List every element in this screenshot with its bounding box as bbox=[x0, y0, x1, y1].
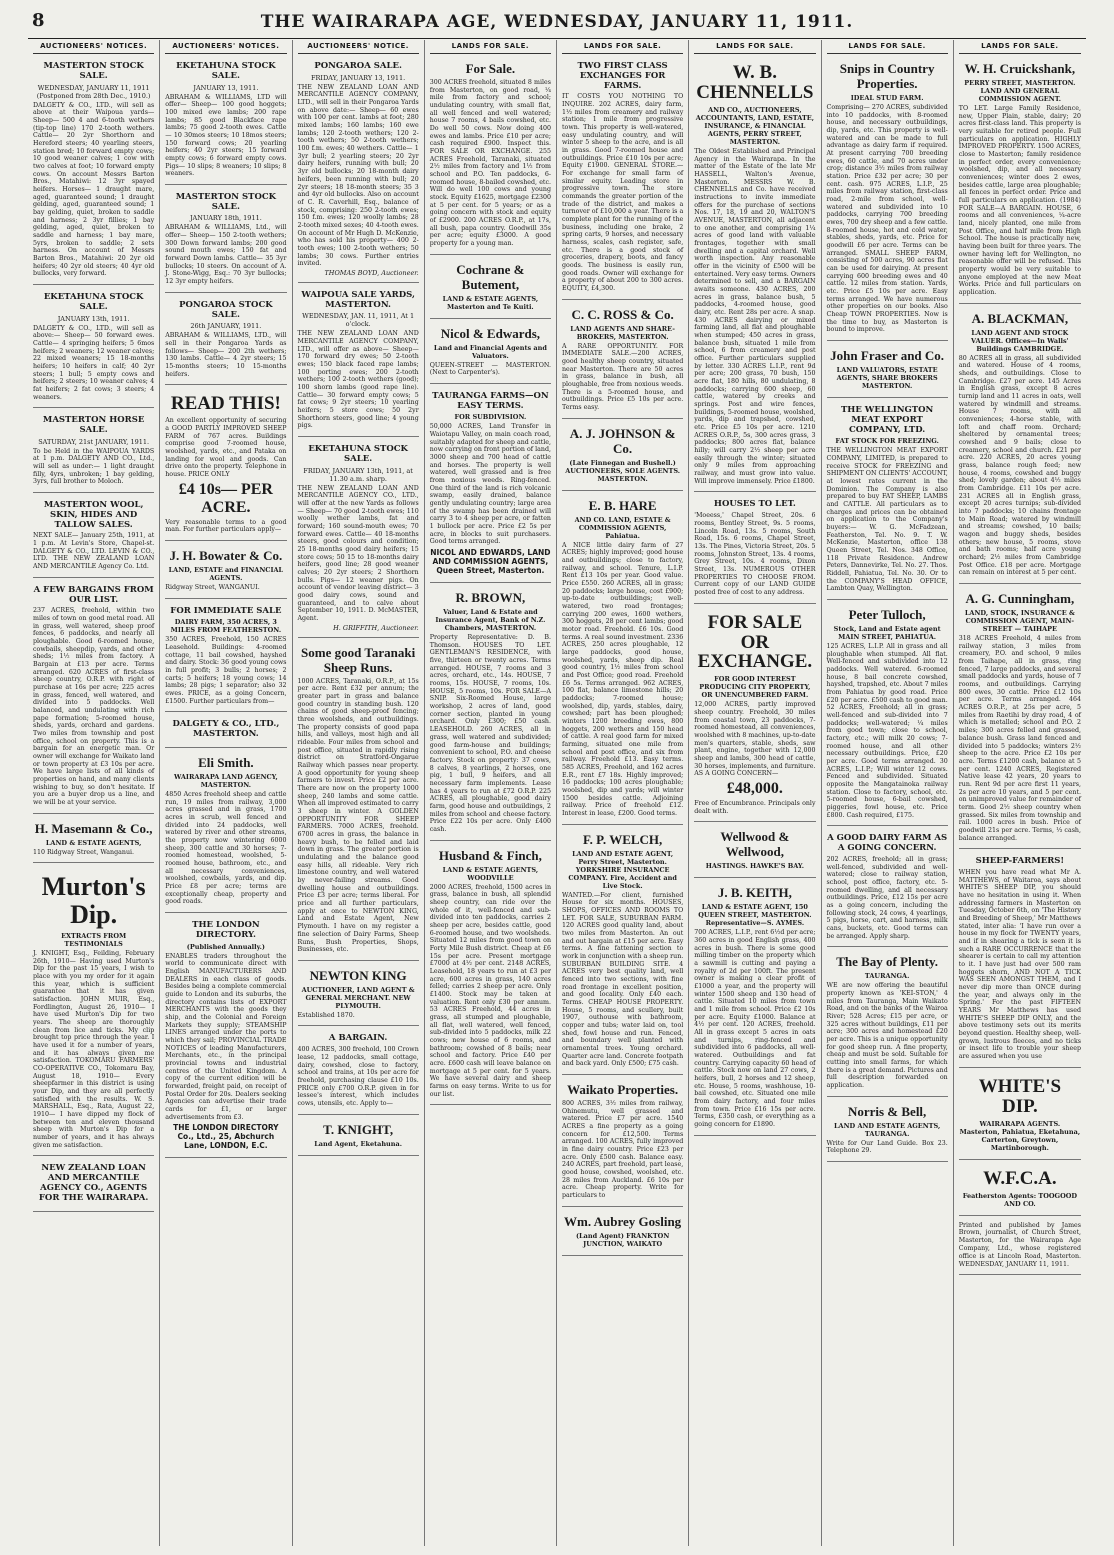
ad-body: Write for Our Land Guide. Box 23. Telephone 29. bbox=[826, 1139, 948, 1155]
column-header: AUCTIONEERS' NOTICES. bbox=[165, 40, 286, 54]
ad-body: A NICE little dairy farm of 27 ACRES; highly improved; good house and outbuildings; close to factory, railway, and school. Tenure, L.I.P. Rent £13 10s per year. Good value. Price £550. 260 ACRES, all in grass; 20 paddocks; large house, cost £900; up-to-date outbuildings; well-watered, two road frontages; carrying 200 ewes, 1600 wethers, 300 hoggets, 28 per cent lambs; good motor road. Freehold. £6 10s. Good terms. A real sound investment. 2336 ACRES, 250 acres ploughable, 12 large paddocks, good house, woolshed, yards, sheep dip. Real good country, 1½ miles from school and Post Office; good road. Freehold £6 5s. Terms arranged. 962 ACRES, 100 flat, balance limestone hills; 20 paddocks; 7-roomed house; woolshed, dip, yards, stables, dairy, cowshed; part has been ploughed; winters 1200 breeding ewes, 800 hoggets, 200 wethers and 150 head of cattle. A real good farm for mixed farming, situated one mile from school and post office, and six from railway. Freehold £13. Easy terms. 585 ACRES, Freehold, and 162 acres E.R., rent £7 18s. Highly improved; 16 paddocks; 100 acres ploughable; woolshed, dip and yards; will winter 1500 besides cattle. Adjoining railway. Price of freehold £12. Interest in lease, £200. Good terms. bbox=[562, 541, 684, 818]
ad-subtitle: Featherston Agents: TOOGOOD AND CO. bbox=[962, 1191, 1078, 1208]
ad-body: THE NEW ZEALAND LOAN AND MERCANTILE AGENCY COMPANY, LTD., will sell in their Pongaroa Yards on above date:— Sheep— 60 ewes with 100 per cent. lambs at foot; 280 mixed lambs; 160 lambs; 160 ewe lambs; 120 2-tooth wethers; 120 2-tooth wethers; 50 2-tooth wethers; 100 f.m. ewes; 40 wethers. Cattle— 1 3yr bull; 2 yearling steers; 20 2yr dairy heifers, running with bull; 20 3yr old bullocks; 20 18-month dairy heifers, been running with bull; 20 2yr steers; 18 18-month steers; 35 3 and 4yr old bullocks. Also on account of C. R. Caverhill, Esq., balance of stock, comprising: 250 2-tooth ewes; 150 f.m. ewes; 120 woolly lambs; 28 2-tooth mixed sexes; 40 4-tooth ewes. On account of Mr Hugh D. McKenzie, who has sold his property— 400 2-tooth ewes; 100 2-tooth wethers; 50 lambs; 30 cows. Further entries invited. bbox=[297, 83, 419, 268]
publisher-imprint: Printed and published by James Brown, journalist, of Church Street, Masterton, for the Wairarapa Age Company, Ltd., whose registered office is at Lincoln Road, Masterton. WEDNESDAY, JANUARY 11, 1911. bbox=[958, 1221, 1081, 1268]
ad-body: ABRAHAM & WILLIAMS, LTD will offer— Sheep— 100 good hoggets; 100 mixed ewe lambs; 200 rape lambs; 85 good Blackface rape lambs; 75 good 2-tooth ewes. Cattle— 10 30mos steers; 10 18mos steers; 150 forward cows; 20 yearling heifers; 40 2yr steers; 15 forward empty cows; 6 forward empty cows. Pigs— 10 slips; 8 weaners; 10 slips; 8 weaners. bbox=[165, 93, 287, 178]
ad-title: Husband & Finch, bbox=[438, 847, 542, 863]
advertisement bbox=[298, 1030, 419, 1114]
advertisement bbox=[33, 58, 154, 285]
ad-date: FRIDAY, JANUARY 13th, 1911, at 11.30 a.m. sharp. bbox=[303, 466, 413, 483]
ad-body: 350 ACRES, Freehold, 150 ACRES Leasehold. Buildings: 4-roomed cottage, 11 bail cowshed, hayshed and dairy. Stock: 36 good young cows in full profit; 3 bulls; 2 horses; 2 carts; 5 heifers; 18 young cows; 14 lambs; 28 pigs; 1 separator; also 32 ewes. PRICE, as a going Concern, £1500. Further particulars from— bbox=[165, 636, 287, 705]
ad-subtitle: FOR GOOD INTEREST PRODUCING CITY PROPERTY, OR UNENCUMBERED FARM. bbox=[699, 675, 811, 700]
column-header: LANDS FOR SALE. bbox=[959, 40, 1081, 54]
advertisement bbox=[827, 1101, 948, 1162]
ad-body: ABRAHAM & WILLIAMS, LTD., will sell in their Pongaroa Yards as follows— Sheep— 200 2th wethers; 130 lambs. Cattle— 4 2yr steers; 15 15-months steers; 10 15-months heifers. bbox=[165, 332, 287, 378]
ad-title: FOR SALE OR EXCHANGE. bbox=[697, 611, 813, 673]
advertisement bbox=[430, 388, 551, 583]
advertisement bbox=[33, 1160, 154, 1211]
ad-body: Comprising— 270 ACRES, subdivided into 10 paddocks, with 8-roomed house, and necessary outbuildings, dip, yards, etc. This property is well-watered and can be made to full advantage as dairy farm if required. At present carrying 700 breeding ewes, 60 cattle, and 70 acres under crop; distance 3½ miles from railway station. Price £32 per acre; 30 per cent. cash. 975 ACRES, L.I.P., 25 miles from railway station, first-class road, 2-mile from school, well-watered and subdivided into 10 paddocks, carrying 700 breeding ewes, 700 dry sheep and a few cattle. 8-roomed house, hot and cold water, stables, sheds, yards, etc. Price for goodwill £6 per acre. Terms can be arranged. SMALL SHEEP FARM, consisting of 500 acres, 90 acres flat can be used for dairying. At present carrying 600 breeding ewes and 40 cattle. 12 miles from station. Yards, etc. Price £5 10s per acre. Easy terms arranged. We have numerous other properties on our books. Also Cheap TOWN PROPERTIES. Now is the time to buy, as Masterton is bound to improve. bbox=[826, 103, 948, 334]
ad-subtitle: LAND VALUATORS, ESTATE AGENTS, SHARE BROKERS MASTERTON. bbox=[836, 365, 938, 390]
ad-body: 4850 Acres freehold sheep and cattle run, 19 miles from railway, 3,000 acres grassed and in grass, 1700 acres in scrub, well fenced and divided into 24 paddocks, well watered by river and other streams, the property now wintering 6000 sheep, 300 cattle and 30 horses; 7-roomed homestead, woolshed, 5-roomed house, bathroom, etc., and all necessary conveniences, woolshed, cowbails, yards, and dip. Price £8 per acre; terms are exceptionally cheap, property and good roads. bbox=[165, 790, 287, 906]
ad-title: SHEEP-FARMERS! bbox=[975, 856, 1065, 867]
advertisement bbox=[165, 603, 286, 713]
advertisement bbox=[33, 289, 154, 408]
ad-body: 202 ACRES, freehold; all in grass; well-fenced, subdivided and well-watered; close to railway station, school, post office, factory, etc. 5-roomed dwelling, and all necessary outbuildings. Price, £12 15s per acre as a going concern, including the following stock, 24 cows, 4 yearlings, 5 pigs, horse, cart, and harness, milk cans, buckets, etc. Good terms can be arranged. Apply sharp. bbox=[826, 855, 948, 940]
ad-footer: THE LONDON DIRECTORY Co., Ltd., 25, Abchurch Lane, LONDON, E.C. bbox=[173, 1123, 279, 1151]
advertisement bbox=[827, 604, 948, 826]
advertisement bbox=[694, 882, 815, 1135]
ad-subtitle: IDEAL STUD FARM. bbox=[850, 93, 924, 102]
ad-extra: Free of Encumbrance. Principals only dealt with. bbox=[694, 800, 816, 815]
advertisement bbox=[33, 818, 154, 864]
ad-title: Some good Taranaki Sheep Runs. bbox=[301, 644, 416, 675]
ad-subtitle: AND CO. LAND, ESTATE & COMMISSION AGENTS, Pahiatua. bbox=[574, 515, 671, 540]
advertisement bbox=[562, 1211, 683, 1256]
advertisement bbox=[430, 259, 551, 319]
ad-body: WANTED.—For client, furnished House for six months. HOUSES, SHOPS, OFFICES AND ROOMS TO LET. FOR SALE, SUBURBAN FARM. 120 ACRES good quality land, about two miles from Masterton. An out and out bargain at £15 per acre. Easy terms. A fine fattening section to work in conjunction with a sheep run. SUBURBAN BUILDING SITE. 4 ACRES very best quality land, well fenced into two sections, with fine road frontage in excellent position, and good locality. Only £40 each. Terms. CHEAP HOUSE PROPERTY. House, 5 rooms, and scullery, built 1907, outhouse with bathroom, copper and tubs; water laid on, tool shed, fowl house and run. Fenced, and boundary well planted with ornamental trees. Young orchard. Quarter acre land. Concrete footpath and back yard. Only £500; £75 cash. bbox=[562, 891, 684, 1068]
advertisement bbox=[959, 853, 1081, 1068]
ad-title: A GOOD DAIRY FARM AS A GOING CONCERN. bbox=[827, 833, 948, 854]
advertisement bbox=[165, 297, 286, 386]
ad-body: J. KNIGHT, Esq., Feilding, February 26th, 1910— Having used Murton's Dip for the past 15 years, I wish to place with you my order for it again this year, which is sufficient guarantee that it has given satisfaction. JOHN MUIR, Esq., Fordlington, August 26, 1910— I have used Murton's Dip for two years. The sheep are thoroughly clean from lice and ticks. My clip brought top price through the year. I have used it for a number of years, and it has always given me satisfaction. TOKOMARU FARMERS' CO-OPERATIVE CO., Tokomaru Bay, August 18, 1910— Every sheepfarmer in this district is using your Dip, and they are all perfectly satisfied with the results. W. S. MARSHALL, Esq., Rata, August 22, 1910— I have dipped my flock of between ten and eleven thousand sheep with Murton's Dip for a number of years, and it has always given me satisfaction. bbox=[33, 949, 155, 1149]
column-6 bbox=[689, 40, 821, 1546]
ad-date: WEDNESDAY, JAN. 11, 1911, At 1 o'clock. bbox=[302, 312, 415, 329]
ad-title: E. B. HARE bbox=[588, 497, 657, 513]
ad-title: NEWTON KING bbox=[309, 967, 407, 983]
ad-title: W. H. Cruickshank, bbox=[964, 61, 1076, 76]
column-7 bbox=[822, 40, 954, 1546]
advertisement bbox=[959, 1072, 1081, 1160]
ad-date: SATURDAY, 21st JANUARY, 1911. bbox=[38, 437, 150, 446]
ad-title: THE WELLINGTON MEAT EXPORT COMPANY, LTD. bbox=[840, 404, 934, 435]
ad-extra: Very reasonable terms to a good man. For further particulars apply— bbox=[165, 518, 287, 534]
ad-title: PONGAROA SALE. bbox=[314, 61, 402, 71]
advertisement bbox=[165, 716, 286, 748]
column-header: LANDS FOR SALE. bbox=[562, 40, 683, 54]
advertisement bbox=[165, 752, 286, 913]
ad-subtitle: FAT STOCK FOR FREEZING. bbox=[835, 437, 939, 446]
ad-title: MASTERTON HORSE SALE. bbox=[42, 415, 145, 435]
ad-subtitle: Valuer, Land & Estate and Insurance Agent, Bank of N.Z. Chambers, MASTERTON. bbox=[435, 608, 546, 633]
ad-body: WE are now offering the beautiful property known as 'KEI-STON,' 4 miles from Tauranga, Main Waikato Road, and on the banks of the Wairoa River; 528 Acres; £15 per acre, or 325 acres without buildings, £11 per acre; 300 acres and homestead £20 per acre. This is a unique opportunity for good sheep run. A fine property, cheap and must be sold. Suitable for cutting into small farms, for which there is a great demand. Pictures and full description forwarded on application. bbox=[826, 982, 948, 1090]
ad-title: T. KNIGHT, bbox=[323, 1121, 394, 1137]
ad-subtitle: EXTRACTS FROM TESTIMONIALS bbox=[61, 931, 127, 948]
ad-body: 300 ACRES freehold, situated 8 miles from Masterton, on good road, ¼ mile from factory and school; undulating country, with small flat, all well fenced and well watered; house 7 rooms, 4 bails cowshed, etc. Do well 50 cows. Now doing 400 ewes and lambs. Price £10 per acre; cash required £900. Inspect this. FOR SALE OR EXCHANGE. 255 ACRES Freehold, Taranaki, situated 2½ miles from factory and 1½ from school and P.O. Ten paddocks, 6-roomed house, 8-bailed cowshed, etc. Will do well 100 cows and young stock. Equity £1625, mortgage £2300 at 5 per cent. for 5 years; or as a going concern with stock and equity of £2900. 200 ACRES O.R.P., at 17s, all bush, papa country. Goodwill 35s per acre; equity £3000. A good property for a young man. bbox=[429, 78, 551, 248]
ad-date: WEDNESDAY, JANUARY 11, 1911 (Postponed from 28th Dec., 1910.) bbox=[36, 83, 151, 100]
ad-body: THE WELLINGTON MEAT EXPORT COMPANY, LIMITED, is prepared to receive STOCK for FREEZING and SHIPMENT ON CLIENTS' ACCOUNT, at lowest rates current in the Dominion. The Company is also prepared to buy FAT SHEEP, LAMBS and CATTLE. All particulars as to charges and prices can be obtained on application to the Company's buyers:— W. G. McFadzean, Featherston, Tel. No. 9. T. W. McKenzie, Masterton, office 138 Queen Street, Tel. Nos. 348 Office, 118 Private Residence. Andrew Peters, Dannevirke, Tel. No. 27. Thos. Riddell, Pahiatua, Tel. No. 30. Or to the COMPANY'S HEAD OFFICE, Lambton Quay, Wellington. bbox=[826, 447, 948, 593]
column-header: LANDS FOR SALE. bbox=[827, 40, 948, 54]
advertisement bbox=[33, 867, 154, 1156]
ad-footer: NICOL AND EDWARDS, LAND AND COMMISSION AGENTS, Queen Street, Masterton. bbox=[430, 548, 551, 576]
ad-title: Waikato Properties. bbox=[567, 1082, 679, 1098]
ad-title: R. BROWN, bbox=[455, 590, 526, 606]
ad-title: THE LONDON DIRECTORY. bbox=[192, 920, 260, 940]
ad-body: THE NEW ZEALAND LOAN AND MERCANTILE AGENCY COMPANY, LTD., will offer as above— Sheep— 170 forward dry ewes; 50 2-tooth ewes; 150 black faced rape lambs; 100 porting ewes; 200 2-tooth wethers; 100 2-tooth wethers (good); 100 shorn lambs (good rape line). Cattle— 30 forward empty cows; 5 fat cows; 9 2yr steers; 10 yearling heifers; 5 store cows; 50 2yr Shorthorn steers, good line; 4 young pigs. bbox=[297, 330, 419, 430]
advertisement bbox=[827, 345, 948, 398]
ad-date: JANUARY 13th, 1911. bbox=[57, 314, 130, 323]
ad-title: The Bay of Plenty. bbox=[836, 954, 939, 970]
advertisement bbox=[298, 58, 419, 283]
ad-body: TO LET. Large Family Residence, new, Upper Plain, stable, dairy; 20 acres first-class land. This property is very suitable for retired people. Full particulars on application. HIGHLY IMPROVED PROPERTY. 1500 ACRES, close to Masterton; family residence in perfect order, every convenience; woolshed, dip, and all necessary conveniences; winter does 2 ewes, besides cattle, large area ploughable; all fences in perfect order. Price and full particulars on application. (1984) FOR SALE—A BARGAIN. HOUSE, 6 rooms and all conveniences, ¼-acre land, nicely planted, one mile from Post Office, and half mile from High School. The house is practically new, having been built for three years. The owner having left for Wellington, no reasonable offer will be refused. This property would be very suitable to anyone employed at the new Meat Works. Price and full particulars on application. bbox=[958, 104, 1081, 297]
ad-title: MASTERTON STOCK SALE. bbox=[175, 191, 277, 212]
ad-body: ENABLES traders throughout the world to communicate direct with English MANUFACTURERS AND DEALERS in each class of goods. Besides being a complete commercial guide to London and its suburbs, the directory contains lists of EXPORT MERCHANTS with the goods they ship, and the Colonial and Foreign Markets they supply; STEAMSHIP LINES arranged under the ports to which they sail; PROVINCIAL TRADE NOTICES of leading Manufacturers, Merchants, etc., in the principal provincial towns and industrial centres of the United Kingdom. A copy of the current edition will be forwarded, freight paid, on receipt of Postal Order for 20s. Dealers seeking Agencies can advertise their trade cards for £1, or larger advertisements from £3. bbox=[165, 952, 287, 1121]
ad-subtitle: (Late Finnegan and Bushell.) AUCTIONEERS, SOLE AGENTS. MASTERTON. bbox=[565, 458, 681, 483]
ad-title: Wellwood & Wellwood, bbox=[720, 829, 790, 860]
ad-title: DALGETY & CO., LTD., MASTERTON. bbox=[172, 719, 280, 740]
ad-subtitle: AUCTIONEER, LAND AGENT & GENERAL MERCHANT. NEW PLYMOUTH. bbox=[301, 985, 415, 1010]
advertisement bbox=[430, 587, 551, 840]
ad-date: JANUARY 13, 1911. bbox=[193, 83, 259, 92]
columns-container bbox=[28, 40, 1086, 1546]
advertisement bbox=[298, 965, 419, 1027]
ad-body: 80 ACRES all in grass, all subdivided and watered. House of 4 rooms, sheds, and outbuildings. Close to Cambridge. £27 per acre. 145 Acres in English grass, except 8 acres turnip land and 11 acres in oats, well watered by windmill and streams. House 7 rooms, with all conveniences; 4-horse stable, with loft and chaff room. Orchard; sheltered by ornamental trees; cowshed and 9 bails; close to creamery, school and church. £21 per acre. 220 ACRES, 20 acres young grass, balance rough feed; new house, 4 rooms, cowshed and buggy shed; lovely garden; about 4½ miles from Cambridge. £11 10s per acre. 231 ACRES all in English grass, except 20 acres turnips; sub-divided into 7 paddocks; 10 chains frontage to Main Road; watered by windmill and streams; cowshed, 10 bails; wagon and buggy sheds, besides others; new house, 5 rooms, stove and bath rooms; half acre young orchard; 2½ miles from Cambridge Post Office. £18 per acre. Mortgage can remain on interest at 5 per cent. bbox=[958, 354, 1081, 577]
ad-subtitle: AND CO., AUCTIONEERS, ACCOUNTANTS, LAND, ESTATE, INSURANCE, & FINANCIAL AGENTS, PERRY STREET, MASTERTON. bbox=[695, 105, 815, 146]
advertisement bbox=[33, 412, 154, 493]
ad-date: JANUARY 18th, 1911. bbox=[189, 214, 262, 223]
ad-subtitle: LAND & ESTATE AGENTS, Masterton and Te Kuiti. bbox=[442, 294, 539, 311]
column-header: AUCTIONEERS' NOTICE. bbox=[298, 40, 419, 54]
ad-subtitle: Stock, Land and Estate agent MAIN STREET, PAHIATUA. bbox=[833, 624, 941, 641]
ad-title: H. Masemann & Co., bbox=[34, 820, 153, 836]
advertisement bbox=[165, 917, 286, 1158]
ad-title: For Sale. bbox=[465, 61, 516, 76]
ad-title: Peter Tulloch, bbox=[848, 607, 926, 623]
advertisement bbox=[165, 58, 286, 185]
ad-body: WHEN you have read what Mr A. MATTHEWS, of Waitaroa, says about WHITE'S SHEEP DIP, you should have no hesitation in using it. When addressing farmers in Masterton on Tuesday, October 6th, on 'The History and Breeding of Sheep,' Mr Matthews stated, inter alia: 'I have run over a house in my flock for TWENTY years, and if in shearing a tick is seen it is such a RARE OCCURRENCE that the shearer is certain to call my attention to it. I have just had over 500 ram hoggets shorn, AND NOT A TICK WAS SEEN AMONGST THEM, and I never dip more than ONCE during the year, and always only in the Spring.' For the past FIFTEEN YEARS Mr Matthews has used WHITE'S SHEEP DIP ONLY, and the above testimony sets out its merits beyond question. Healthy sheep, well-grown, lustrous fleeces, and no ticks or insect life to trouble your sheep are assured when you use bbox=[958, 869, 1081, 1061]
ad-subtitle: LAND AGENTS AND SHARE-BROKERS, MASTERTON. bbox=[570, 324, 675, 341]
ad-title: Norris & Bell, bbox=[847, 1103, 927, 1119]
ad-body: Property Representative: D. B. Thomson. HOUSES TO LET. GENTLEMAN'S RESIDENCE, with five, thirteen or twenty acres. Terms arranged. HOUSE, 7 rooms and 3 acres, orchard, etc., 14s. HOUSE, 7 rooms, 15s. HOUSE, 7 rooms, 10s. HOUSE, 5 rooms, 10s. FOR SALE—A SNIP. Six-Roomed House, large workshop, 2 acres of land, good corner section, planted in young orchard. Only £300; £50 cash. LEASEHOLD. 260 ACRES, all in grass, well watered and subdivided; good farm-house and buildings; convenient to school, P.O. and cheese factory. Stock on property: 37 cows, 8 calves, 8 yearlings, 2 horses, one pig, 1 bull, 9 heifers, and all necessary farm implements. Lease has 4 years to run at £72 O.R.P. 225 ACRES, all ploughable, good dairy farm, good house and outbuildings, 2 miles from school and cheese factory. Price £22 10s per acre. Only £400 cash. bbox=[429, 634, 551, 833]
ad-title: John Fraser and Co. bbox=[830, 348, 945, 364]
ad-subtitle: HASTINGS. HAWKE'S BAY. bbox=[705, 862, 804, 871]
ad-subtitle: WAIRARAPA LAND AGENCY, MASTERTON. bbox=[173, 772, 278, 789]
advertisement bbox=[827, 58, 948, 341]
ad-title: A. G. Cunningham, bbox=[965, 591, 1075, 607]
advertisement bbox=[959, 1220, 1081, 1275]
ad-subtitle: WAIRARAPA AGENTS. Masterton, Pahiatua, Eketahuna, Carterton, Greytown, Martinborough. bbox=[959, 1119, 1081, 1152]
ad-subtitle: Land and Financial Agents and Valuators. bbox=[433, 343, 547, 360]
page-number: 8 bbox=[32, 10, 45, 31]
ad-body: The Oldest Established and Principal Agency in the Wairarapa. In the matter of the Estate of the late Mr HASSELL, Walton's Avenue, Masterton. MESSRS W. B. CHENNELLS and Co. have received instructions to invite immediate offers for the purchase of sections Nos. 17, 18, 19 and 20, WALTON'S AVENUE, MASTERTON, all adjacent to one another, and comprising 1¼ acres of good land with valuable frontages, together with small dwelling and a capital orchard. Well worth inspection. Any reasonable offer in the vicinity of £500 will be entertained. Very easy terms. Owners determined to sell, and a BARGAIN awaits someone. 430 ACRES, 200 acres in grass, balance bush, 5 paddocks, 4-roomed house, good dairy, etc. Rent 28s per acre. A snap. 430 ACRES dairying or mixed farming land, all flat and ploughable when stumped; 450 acres in grass, balance bush, situated 1 mile from school, 6 from creamery and post office. Further particulars supplied by letter. 330 ACRES L.I.P., rent 9d per acre; 200 grass, 70 bush, 150 acre flat, 180 hills, 80 undulating, 8 paddocks; carrying 600 sheep, 60 cattle, watered by creeks and springs. Post and wire fences, buildings, 5-roomed house, woolshed, yards, dip and trapshed, cowshed, etc. Price £5 10s per acre. 1210 ACRES O.R.P., 5s, 300 acres grass, 3 paddocks; 800 acres flat, balance hilly; will carry 2½ sheep per acre easily through the winter; situated only 9 miles from approaching railway, and must grow into value. Will improve immensely. Price £1800. bbox=[694, 147, 816, 485]
ad-price: £48,000. bbox=[726, 780, 783, 798]
ad-body: 'Moeess,' Chapel Street, 20s. 6 rooms, Bentley Street, 9s. 5 rooms, Lincoln Road, 13s. 5 rooms, South Road, 15s. 6 rooms, Chapel Street, 13s. The Pines, Victoria Street, 20s. 5 rooms, Johnston Street, 13s. 4 rooms, Grey Street, 10s. 4 rooms, Dixon Street, 13s. NUMEROUS OTHER PROPERTIES TO CHOOSE FROM. Current copy of our LAND GUIDE posted free of cost to any address. bbox=[694, 512, 816, 596]
ad-body: 400 ACRES, 300 freehold, 100 Crown lease, 12 paddocks, small cottage, dairy, cowshed, close to factory, school and trains, at 10s per acre for freehold, purchasing clause £10 10s. PRICE only £700 O.R.P. given in for lessee's interest, which includes cows, utensils, etc. Apply to— bbox=[297, 1046, 419, 1107]
ad-subtitle: LAND AND ESTATE AGENTS, TAURANGA. bbox=[833, 1121, 941, 1138]
ad-title: MASTERTON STOCK SALE. bbox=[43, 61, 144, 81]
advertisement bbox=[694, 58, 815, 492]
ad-body: 1000 ACRES, Taranaki, O.R.P., at 15s per acre. Rent £32 per annum; the greater part in grass and balance good country in standing bush. 120 chains of good sheep-proof fencing; three woolsheds, and outbuildings. The property consists of good papa hills, and valleys, most high and all rideable. Four miles from school and post office, situated in rapidly rising district on Stratford-Ongarue Railway which passes near property. A good opportunity for young sheep farmers to invest. Price £2 per acre. There are now on the property 1000 sheep, 240 lambs and some cattle. When all improved estimated to carry 3 sheep in winter. A GOLDEN OPPORTUNITY FOR SHEEP FARMERS. 7000 ACRES, freehold. 6700 acres in grass, the balance in heavy bush, to be felled and laid down in grass. The greater portion is undulating and the balance good easy hills, all rideable. Very rich limestone country, and well watered by never-failing streams. Good dwelling house and outbuildings. Price £3 per acre; terms liberal. For price and all further particulars, apply at once to NEWTON KING, Land and Estate Agent, New Plymouth. I have on my register a fine selection of Dairy Farms, Sheep Runs, Bush Properties, Shops, Businesses, etc. bbox=[297, 677, 419, 954]
column-2 bbox=[160, 40, 292, 1546]
ad-body: ABRAHAM & WILLIAMS, Ltd., will offer— Sheep— 150 2-tooth wethers; 300 Down forward lambs; 200 good sound mouth ewes; 150 fat and forward Down lambs. Cattle— 35 3yr bullocks; 10 steers. On account of A. J. Stone-Wigg, Esq.: 70 3yr bullocks; 12 3yr empty heifers. bbox=[165, 224, 287, 286]
ad-title: W.F.C.A. bbox=[983, 1167, 1057, 1189]
ad-body: Established 1870. bbox=[297, 1011, 355, 1019]
advertisement bbox=[33, 497, 154, 578]
ad-body: Ridgway Street, WANGANUI. bbox=[165, 583, 260, 591]
masthead bbox=[28, 8, 1086, 39]
advertisement bbox=[562, 58, 683, 300]
advertisement bbox=[165, 545, 286, 599]
ad-title: TWO FIRST CLASS EXCHANGES FOR FARMS. bbox=[577, 61, 668, 91]
ad-subtitle: LAND & ESTATE AGENTS, bbox=[45, 838, 142, 847]
ad-subtitle: (Land Agent) FRANKTON JUNCTION, WAIKATO bbox=[575, 1231, 670, 1248]
ad-body: 12,000 ACRES, partly improved sheep country. Freehold, 30 miles from coastal town, 23 paddocks, 7-roomed homestead, all conveniences, woolshed with 8 machines, up-to-date men's quarters, stable, sheds, saw plant, engine, together with 12,000 sheep and lambs, 300 head of cattle, 30 horses, implements, and furniture. AS A GOING CONCERN— bbox=[694, 701, 816, 778]
ad-body: IT COSTS YOU NOTHING TO INQUIRE. 202 ACRES, dairy farm, 1½ miles from creamery and railway station; 1 mile from progressive town. This property is well-watered, easy undulating country, and will winter 5 sheep to the acre, and is all in grass. Good 7-roomed house and outbuildings. Price £10 10s per acre; Equity £1900. GENERAL STORE.—For exchange for small farm of similar equity. Leading store in progressive town. The store commands the greater portion of the trade of the district, and makes a turnover of £10,000 a year. There is a complete plant for the running of the business, including one brake, 2 spring carts, 9 horses, and necessary harness, scales, cash register, safe, etc. There is a good stock of groceries, drapery, boots, and fancy goods. The business is easily run, good roads. Owner will exchange for a property of about 200 to 300 acres. EQUITY, £4,300. bbox=[562, 93, 684, 293]
ad-body: DALGETY & CO., LTD., will sell as above at their Waipoua yards— Sheep— 500 4 and 6-tooth wethers (tip-top line) 170 2-tooth wethers. Cattle— 20 2yr Shorthorn and Hereford steers; 40 yearling steers, station bred; 10 forward empty cows; 10 good weaner calves; 1 cow with two calves at foot; 10 forward empty cows. On account Messrs Barton Bros., Matahiwi: 12 3yr spayed heifers. Horses— 1 draught mare, aged, guaranteed sound; 1 draught gelding, aged, guaranteed sound; 1 bay gelding, quiet, broken to saddle and harness; 2 3yr fillies; 1 bay gelding, aged, quiet, broken to saddle and harness; 1 bay mare, 5yrs, broken to saddle; 2 sets harness. On account of Messrs Barton Bros., Matahiwi: 20 2yr old heifers; 40 2yr old steers; 40 4yr old bullocks, very forward. bbox=[33, 101, 155, 278]
ad-title: F. P. WELCH, bbox=[582, 831, 663, 847]
advertisement bbox=[694, 496, 815, 603]
ad-body: 318 ACRES Freehold, 4 miles from railway station, 3 miles from creamery, P.O. and school, 9 miles from Taihape, all in grass, ring fenced, 7 large paddocks, and several small paddocks and yards, house of 7 rooms, and outbuildings. Carrying 800 ewes, 30 cattle. Price £12 10s per acre. Terms arranged. 464 ACRES O.R.P., at 25s per acre, 5 miles from Raetihi by dray road, 4 of which is metalled; school and P.O. 2 miles; 300 acres felled and grassed, balance bush. Grass land fenced and divided into 5 paddocks; winters 2½ sheep to the acre. Price £2 10s per acre. Terms £1200 cash, balance at 5 per cent. 1240 ACRES, Registered Native lease 42 years, 20 years to run. Rent 9d per acre first 11 years, 2s per acre 10 years, and 5 per cent. on unimproved value for remainder of term. Good 2½ sheep country when grassed. Six miles from township and rail. 1000 acres in bush. Price of goodwill 21s per acre. Terms, ⅓ cash, balance arranged. bbox=[958, 635, 1081, 842]
advertisement bbox=[694, 826, 815, 878]
advertisement bbox=[430, 58, 551, 255]
ad-body: 50,000 ACRES, Land Transfer in Waiotapu Valley, on main coach road, suitably adapted for sheep and cattle, now carrying on front portion of land, 3000 sheep and 700 head of cattle and horses. The property is well watered, well grassed and is free from noxious weeds. Ring-fenced. One third of the land is rich volcanic swamp, easily drained, balance gently undulating country; large area of the swamp has been drained will carry 3 to 4 sheep per acre, or fatten 1 bullock per acre. Price £2 5s per acre, in blocks to suit purchasers. Good terms arranged. bbox=[429, 423, 551, 546]
advertisement bbox=[298, 1119, 419, 1156]
ad-title: A. BLACKMAN, bbox=[971, 310, 1069, 326]
advertisement bbox=[827, 830, 948, 947]
ad-subtitle: LAND & ESTATE AGENT, 150 QUEEN STREET, MASTERTON. Representative—S. AYMES. bbox=[698, 903, 812, 928]
ad-signature: THOMAS BOYD, Auctioneer. bbox=[324, 268, 419, 277]
advertisement bbox=[562, 304, 683, 419]
ad-body: QUEEN-STREET — MASTERTON. (Next to Carpenter's). bbox=[429, 361, 551, 377]
ad-title: J. B. KEITH, bbox=[717, 885, 792, 901]
column-1 bbox=[28, 40, 160, 1546]
ad-title: PONGAROA STOCK SALE. bbox=[179, 299, 273, 320]
advertisement bbox=[298, 642, 419, 961]
ad-subtitle: PERRY STREET, MASTERTON. LAND AND GENERAL COMMISSION AGENT. bbox=[964, 78, 1076, 103]
ad-price: £4 10s— PER ACRE. bbox=[178, 480, 273, 516]
ad-subtitle: LAND AGENT AND STOCK VALUER. Offices—In Walls' Buildings CAMBRIDGE. bbox=[971, 328, 1069, 353]
ad-subtitle: (Published Annually.) bbox=[186, 942, 265, 951]
ad-title: HOUSES TO LET. bbox=[713, 499, 796, 510]
ad-title: EKETAHUNA STOCK SALE. bbox=[43, 291, 144, 312]
advertisement bbox=[430, 323, 551, 384]
advertisement bbox=[959, 1164, 1081, 1216]
ad-body: 800 ACRES, 3½ miles from railway, Ohinemutu, well grassed and watered. Price £7 per acre. 1540 ACRES a fine property as a going concern for £12,500. Terms arranged. 100 ACRES, fully improved in fine dairy country. Price £23 per acre. Only £500 cash. Balance easy. 240 ACRES, part freehold, part lease, good house, cowshed, woolshed, etc. 28 miles from Auckland. £6 10s per acre. Cheap property. Write for particulars to bbox=[562, 1100, 684, 1200]
advertisement bbox=[298, 287, 419, 437]
ad-title: READ THIS! bbox=[170, 393, 281, 415]
ad-title: TAURANGA FARMS—ON EASY TERMS. bbox=[432, 390, 549, 411]
column-5 bbox=[557, 40, 689, 1546]
ad-title: A FEW BARGAINS FROM OUR LIST. bbox=[33, 584, 154, 605]
advertisement bbox=[165, 389, 286, 541]
ad-body: 2000 ACRES, freehold, 1500 acres in grass, balance in bush, all splendid sheep country, can ride over the whole of it, well-fenced and sub-divided into ten paddocks, carries 2 sheep per acre, besides cattle, good 6-roomed house, and two woolsheds. Situated 12 miles from good town on Forty Mile Bush district. Cheap at £6 15s per acre. Present mortgage £7000 at 4½ per cent. 2148 ACRES, Leasehold, 18 years to run at £3 per acre, 600 acres in grass, 140 acres felled; carries 2 sheep per acre. Only £1400. Stock may be taken at valuation. Rent only £30 per annum. 53 ACRES Freehold, 44 acres in grass, all stumped and ploughable, all flat, well watered, well fenced, sub-divided into 5 paddocks, milk 22 cows; new house of 6 rooms, and bathroom; cowshed of 8 bails; near school and factory. Price £40 per acre. £600 cash will leave balance on mortgage at 5 per cent. for 5 years. We have several dairy and sheep farms on easy terms. Write to us for our list. bbox=[429, 883, 551, 1098]
advertisement bbox=[298, 441, 419, 638]
ad-title: EKETAHUNA STOCK SALE. bbox=[308, 444, 408, 464]
ad-body: 125 ACRES, L.I.P. All in grass and all ploughable when stumped. All flat. Well-fenced and subdivided into 12 paddocks. Well watered. 6-roomed house, 8 bail concrete cowshed, hayshed, trapshed, etc. About 7 miles from Pahiatua by good road. Price £20 per acre. £500 cash to good man. 52 ACRES, Freehold; all in grass; well-fenced and sub-divided into 7 paddocks; well-watered; ¼ miles from good town; close to school, factory, etc.; will milk 20 cows; 7-roomed house, and all other necessary outbuildings. Price, £20 per acre. Good terms arranged. 30 ACRES, L.I.P.; Will winter 12 cows. Fenced and subdivided. Situated opposite the Mangatainoka railway station. Close to factory, school, etc. 5-roomed house, 6-bail cowshed, piggeries, fowl house, etc. Price £800. Cash required, £175. bbox=[826, 642, 948, 819]
advertisement bbox=[959, 588, 1081, 849]
ad-title: NEW ZEALAND LOAN AND MERCANTILE AGENCY CO., AGENTS FOR THE WAIRARAPA. bbox=[38, 1163, 149, 1203]
ad-subtitle: LAND & ESTATE AGENTS, WOODVILLE bbox=[442, 865, 539, 882]
column-3 bbox=[293, 40, 425, 1546]
ad-subtitle: LAND, STOCK, INSURANCE & COMMISSION AGENT, MAIN-STREET — TAIHAPE bbox=[964, 609, 1075, 634]
ad-subtitle: FOR SUBDIVISION. bbox=[454, 413, 527, 422]
ad-subtitle: Land Agent, Eketahuna. bbox=[314, 1139, 402, 1148]
ad-title: Snips in Country Properties. bbox=[839, 61, 935, 91]
advertisement bbox=[959, 308, 1081, 584]
ad-body: THE NEW ZEALAND LOAN AND MERCANTILE AGENCY CO., LTD., will offer at the new Yards as follows— Sheep— 70 good 2-tooth ewes; 110 woolly wether lambs, fat and forward; 160 sound-mouth ewes; 70 forward ewes. Cattle— 40 18-months steers, good colours and condition; 25 18-months good dairy heifers; 15 store cows; 50 15 to 18-months dairy heifers, good line; 28 good weaner calves; 20 2yr steers; 2 Shorthorn bulls. Pigs— 12 weaner pigs. On account of vendor leaving district— 3 good dairy cows, sound and guaranteed, and to calve about September 10, 1911. D. McMASTER, Agent. bbox=[297, 484, 419, 623]
column-header: LANDS FOR SALE. bbox=[430, 40, 551, 54]
advertisement bbox=[827, 951, 948, 1096]
ad-title: Wm. Aubrey Gosling bbox=[564, 1213, 682, 1229]
ad-title: EKETAHUNA STOCK SALE. bbox=[176, 61, 276, 81]
ad-body: 110 Ridgway Street, Wanganui. bbox=[33, 848, 135, 856]
ad-title: C. C. ROSS & Co. bbox=[571, 306, 674, 322]
advertisement bbox=[959, 58, 1081, 304]
column-header: AUCTIONEERS' NOTICES. bbox=[33, 40, 154, 54]
column-8 bbox=[954, 40, 1086, 1546]
ad-body: NEXT SALE— January 25th, 1911, at 1 p.m. At Levin's Store, Chapel-st. DALGETY & CO., LTD. LEVIN & CO., LTD. THE NEW ZEALAND LOAN AND MERCANTILE Agency Co. Ltd. bbox=[33, 532, 155, 571]
ad-body: To be Held in the WAIPOUA YARDS at 1 p.m. DALGETY AND CO., Ltd., will sell as under:— 1 light draught filly, 4yrs, unbroken; 1 bay gelding, 3yrs, full brother to Moloch. bbox=[33, 447, 155, 486]
ad-title: A. J. JOHNSON & Co. bbox=[569, 425, 676, 456]
ad-body: An excellent opportunity of securing a GOOD PARTLY IMPROVED SHEEP FARM of 767 acres. Buildings comprise good 7-roomed house, woolshed, yards, etc., and Pataka on landing for wool and goods. Can drive onto the property. Telephone in house. PRICE ONLY bbox=[165, 417, 287, 479]
ad-title: J. H. Bowater & Co. bbox=[169, 548, 283, 564]
ad-date: 26th JANUARY, 1911. bbox=[190, 322, 262, 331]
ad-title: Cochrane & Butement, bbox=[456, 261, 525, 292]
column-header: LANDS FOR SALE. bbox=[694, 40, 815, 54]
ad-title: Eli Smith. bbox=[198, 755, 254, 770]
advertisement bbox=[562, 423, 683, 491]
advertisement bbox=[33, 582, 154, 814]
advertisement bbox=[430, 845, 551, 1106]
newspaper-title: THE WAIRARAPA AGE, WEDNESDAY, JANUARY 11, 1911. bbox=[260, 12, 854, 32]
ad-body: DALGETY & CO., LTD., will sell as above:— Sheep— 50 forward ewes. Cattle— 4 springing heifers; 5 6mos heifers; 2 weaners; 12 weaner calves; 22 mixed weaners; 15 18-months heifers; 10 heifers in calf; 40 2yr steers; 1 bull; 5 empty cows and heifers; 2 steers; 10 weaner calves; 4 fat heifers; 2 fat cows; 3 steers; 4 weaners. bbox=[33, 324, 155, 401]
ad-title: Nicol & Edwards, bbox=[440, 325, 541, 341]
ad-subtitle: TAURANGA. bbox=[864, 972, 910, 981]
advertisement bbox=[562, 1079, 683, 1207]
advertisement bbox=[694, 608, 815, 823]
ad-date: FRIDAY, JANUARY 13, 1911. bbox=[311, 73, 406, 82]
ad-body: A RARE OPPORTUNITY. FOR IMMEDIATE SALE.—200 ACRES, good healthy sheep country, situated near Masterton. There are 50 acres in grass, balance in bush, all ploughable, free from noxious weeds. There is a 5-roomed house, and outbuildings. Price £5 10s per acre. Terms easy. bbox=[562, 342, 684, 412]
ad-title: WHITE'S DIP. bbox=[978, 1075, 1062, 1117]
ad-title: FOR IMMEDIATE SALE bbox=[170, 605, 282, 616]
ad-subtitle: LAND AND ESTATE AGENT, Perry Street, Masterton. YORKSHIRE INSURANCE COMPANY. Fire, Accident and Live Stock. bbox=[568, 849, 677, 890]
advertisement bbox=[827, 402, 948, 600]
ad-body: 237 ACRES, freehold, within two miles of town on good metal road. All in grass, well watered, sheep proof fences, 6 paddocks, and nearly all ploughable. Good 6-roomed house, cowbails, sheepdip, yards, and other sheds; 1½ miles from factory. A Bargain at £13 per acre. Terms arranged. 620 ACRES of first-class sheep country, O.R.P. with right of purchase at 16s per acre; 225 acres in grass, fenced, well watered, and divided into 5 paddocks. Well balanced, and undulating with rich pape formation; 5-roomed house, sheds, yards, orchard and gardens. Two miles from township and post office, school on property. This is a bargain for an energetic man. Or owner will exchange for Waikato land or town property at £3 10s per acre. We have large lists of all kinds of properties on hand, and many clients wishing to buy, so don't hesitate. If you are a buyer drop us a line, and we will be at your service. bbox=[33, 607, 155, 807]
column-4 bbox=[425, 40, 557, 1546]
ad-subtitle: DAIRY FARM, 350 ACRES, 3 MILES FROM FEATHERSTON. bbox=[170, 618, 282, 635]
ad-title: Murton's Dip. bbox=[41, 872, 146, 929]
ad-title: W. B. CHENNELLS bbox=[696, 62, 814, 103]
ad-subtitle: LAND, ESTATE and FINANCIAL AGENTS. bbox=[168, 565, 284, 582]
ad-title: A BARGAIN. bbox=[328, 1033, 388, 1044]
ad-signature: H. GRIFFITH, Auctioneer. bbox=[333, 623, 419, 632]
ad-body: 700 ACRES, L.I.P., rent 6½d per acre; 360 acres in good English grass, 400 acres in bush. There is some good milling timber on the property which a sawmill is cutting and paying a royalty of 2d per 100ft. The present owner is making a clear profit of £1000 a year, and the property will winter 1500 sheep and 130 head of cattle. Situated 10 miles from town and 1 mile from school. Price £2 10s per acre. Equity £1000. Balance at 4½ per cent. 120 ACRES, freehold. All in grass except 5 acres in oats and turnips, ring-fenced and subdivided into 6 paddocks, all well-watered. Outbuildings and fat country. Carrying capacity 60 head of cattle. Stock now on land 27 cows, 2 heifers, bull, 2 horses and 12 sheep, etc. House, 5 rooms, washhouse, 10-bail cowshed, etc. Situated one mile from dairy factory, and four miles from town. Price £16 15s per acre. Terms, £350 cash, or everything as a going concern for £1890. bbox=[694, 929, 816, 1129]
advertisement bbox=[562, 495, 683, 825]
advertisement bbox=[165, 189, 286, 293]
ad-title: MASTERTON WOOL, SKIN, HIDES AND TALLOW SALES. bbox=[43, 500, 144, 530]
ad-title: WAIPOUA SALE YARDS, MASTERTON. bbox=[301, 289, 415, 310]
advertisement bbox=[562, 829, 683, 1075]
